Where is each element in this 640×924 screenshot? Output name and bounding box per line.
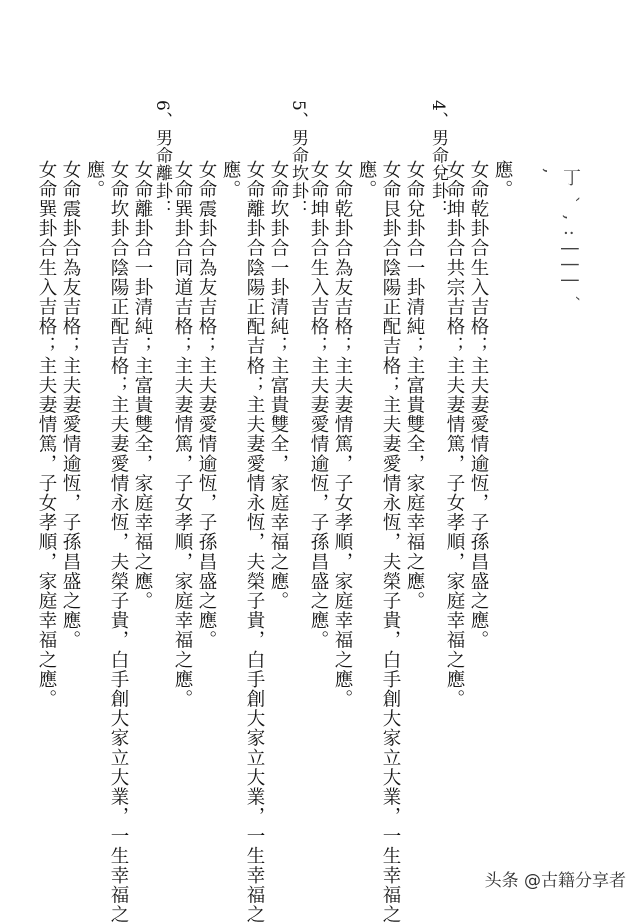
section-heading: 5、男命坎卦： xyxy=(288,100,308,218)
text-column: 女命巽卦合生入吉格；主夫妻情篤，子女孝順，家庭幸福之應。 xyxy=(36,160,57,709)
text-column: 應。 xyxy=(492,160,513,200)
text-column: 女命艮卦合陰陽正配吉格；主夫妻愛情永恆，夫榮子貴，白手創大家立大業，一生幸福之 xyxy=(380,160,401,924)
text-column: 女命乾卦合生入吉格；主夫妻愛情逾恆，子孫昌盛之應。 xyxy=(468,160,489,650)
text-column: 女命坎卦合一卦清純；主富貴雙全，家庭幸福之應。 xyxy=(268,160,289,611)
text-column: 女命震卦合為友吉格；主夫妻愛情逾恆，子孫昌盛之應。 xyxy=(196,160,217,650)
text-column: 應。 xyxy=(220,160,241,200)
section-heading: 6、男命離卦： xyxy=(152,100,172,218)
margin-bleed-marks: 丁 ˋ , : | | | ˊ , xyxy=(540,168,581,305)
text-column: 女命離卦合陰陽正配吉格；主夫妻愛情永恆，夫榮子貴，白手創大家立大業，一生幸福之 xyxy=(244,160,265,924)
text-column: 女命巽卦合同道吉格；主夫妻情篤，子女孝順，家庭幸福之應。 xyxy=(172,160,193,709)
text-column: 女命坎卦合陰陽正配吉格；主夫妻愛情永恆，夫榮子貴，白手創大家立大業，一生幸福之 xyxy=(108,160,129,924)
watermark: 头条 @古籍分享者 xyxy=(484,871,626,891)
section-heading: 4、男命兌卦： xyxy=(428,100,448,218)
text-column: 女命乾卦合為友吉格；主夫妻情篤，子女孝順，家庭幸福之應。 xyxy=(332,160,353,709)
text-column: 女命離卦合一卦清純；主富貴雙全，家庭幸福之應。 xyxy=(132,160,153,611)
text-column: 女命震卦合為友吉格；主夫妻愛情逾恆，子孫昌盛之應。 xyxy=(60,160,81,650)
text-column: 女命坤卦合生入吉格；主夫妻愛情逾恆，子孫昌盛之應。 xyxy=(308,160,329,650)
text-column: 女命坤卦合共宗吉格；主夫妻情篤，子女孝順，家庭幸福之應。 xyxy=(444,160,465,709)
text-column: 應。 xyxy=(356,160,377,200)
text-column: 女命兌卦合一卦清純；主富貴雙全，家庭幸福之應。 xyxy=(404,160,425,611)
text-column: 應。 xyxy=(84,160,105,200)
